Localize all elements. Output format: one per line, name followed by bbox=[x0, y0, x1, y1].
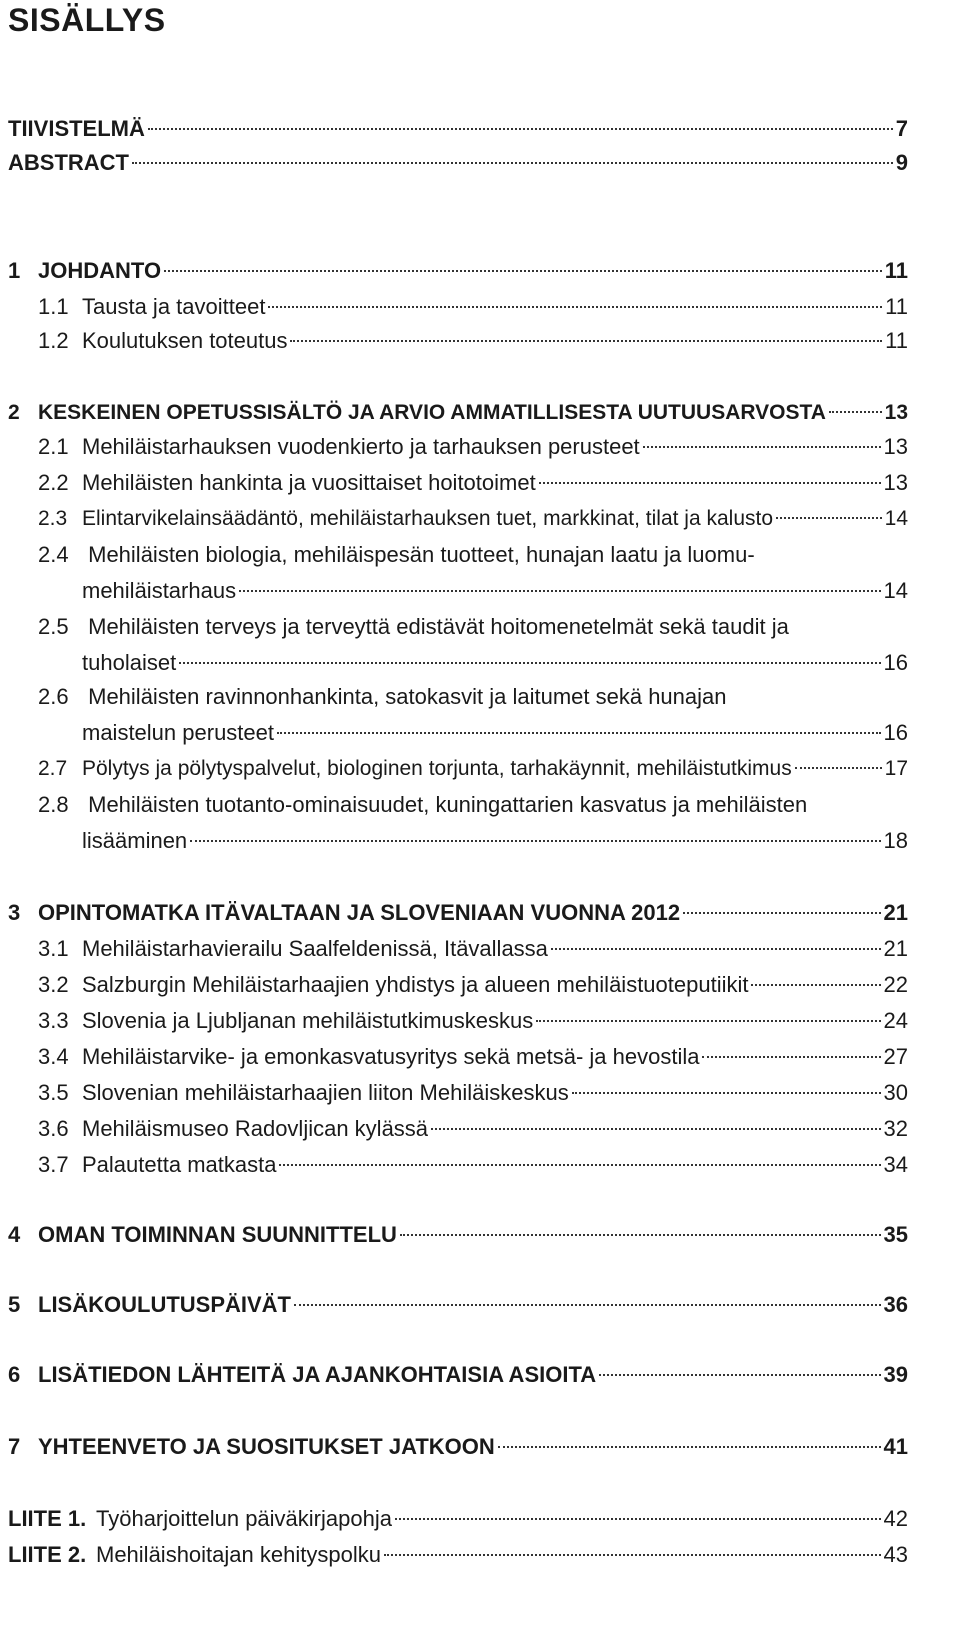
toc-entry-title: ABSTRACT bbox=[8, 150, 129, 175]
toc-section-2-4-line1[interactable] bbox=[38, 540, 755, 570]
page-title: SISÄLLYS bbox=[8, 2, 166, 38]
toc-page-number: 41 bbox=[883, 1434, 908, 1459]
toc-page-number: 22 bbox=[883, 972, 908, 997]
toc-entry-title-continued: lisääminen bbox=[82, 828, 188, 853]
toc-page-number: 39 bbox=[883, 1362, 908, 1387]
toc-chapter-6[interactable] bbox=[8, 1360, 908, 1390]
toc-page-number: 9 bbox=[895, 150, 908, 175]
dot-leader bbox=[268, 306, 882, 308]
toc-number: 1.2 bbox=[38, 328, 69, 353]
toc-number: 2.4 bbox=[38, 542, 69, 567]
dot-leader bbox=[164, 270, 882, 272]
toc-section-2-8[interactable] bbox=[82, 826, 908, 856]
toc-section-2-6[interactable] bbox=[82, 718, 908, 748]
toc-section-1-1[interactable] bbox=[38, 292, 908, 322]
toc-number: 3.5 bbox=[38, 1080, 69, 1105]
dot-leader bbox=[599, 1374, 880, 1376]
appendix-label: LIITE 2. bbox=[8, 1542, 87, 1567]
toc-section-2-1[interactable] bbox=[38, 432, 908, 462]
toc-number: 2.2 bbox=[38, 470, 69, 495]
toc-chapter-2[interactable] bbox=[8, 398, 908, 428]
toc-number: 6 bbox=[8, 1362, 21, 1387]
toc-entry-title: Slovenia ja Ljubljanan mehiläistutkimuskeskus bbox=[82, 1008, 534, 1033]
dot-leader bbox=[290, 340, 882, 342]
toc-entry-abstract[interactable] bbox=[8, 148, 908, 178]
toc-page-number: 14 bbox=[883, 578, 908, 603]
toc-page-number: 16 bbox=[883, 650, 908, 675]
dot-leader bbox=[277, 732, 881, 734]
dot-leader bbox=[751, 984, 880, 986]
dot-leader bbox=[643, 446, 881, 448]
toc-entry-title: Pölytys ja pölytyspalvelut, biologinen torjunta, tarhakäynnit, mehiläistutkimus bbox=[82, 757, 792, 780]
toc-section-2-5[interactable] bbox=[82, 648, 908, 678]
toc-entry-title: Mehiläismuseo Radovljican kylässä bbox=[82, 1116, 429, 1141]
dot-leader bbox=[179, 662, 880, 664]
toc-section-3-1[interactable] bbox=[38, 934, 908, 964]
toc-entry-title: Tausta ja tavoitteet bbox=[82, 294, 266, 319]
toc-entry-title: YHTEENVETO JA SUOSITUKSET JATKOON bbox=[38, 1434, 495, 1459]
toc-page-number: 36 bbox=[883, 1292, 908, 1317]
dot-leader bbox=[829, 411, 882, 413]
toc-page-number: 17 bbox=[884, 757, 908, 780]
toc-number: 3 bbox=[8, 900, 21, 925]
dot-leader bbox=[431, 1128, 880, 1130]
toc-entry-title: Mehiläisten biologia, mehiläispesän tuotteet, hunajan laatu ja luomu- bbox=[88, 542, 755, 567]
dot-leader bbox=[132, 162, 893, 164]
toc-chapter-5[interactable] bbox=[8, 1290, 908, 1320]
dot-leader bbox=[279, 1164, 880, 1166]
toc-number: 5 bbox=[8, 1292, 21, 1317]
toc-section-2-2[interactable] bbox=[38, 468, 908, 498]
toc-appendix-1[interactable] bbox=[8, 1504, 908, 1534]
toc-entry-title: LISÄTIEDON LÄHTEITÄ JA AJANKOHTAISIA ASIOITA bbox=[38, 1362, 597, 1387]
toc-entry-title: OMAN TOIMINNAN SUUNNITTELU bbox=[38, 1222, 397, 1247]
toc-page-number: 14 bbox=[884, 507, 908, 530]
toc-entry-title: Slovenian mehiläistarhaajien liiton Mehiläiskeskus bbox=[82, 1080, 569, 1105]
toc-page-number: 18 bbox=[883, 828, 908, 853]
toc-section-3-6[interactable] bbox=[38, 1114, 908, 1144]
dot-leader bbox=[536, 1020, 880, 1022]
toc-entry-title: Elintarvikelainsäädäntö, mehiläistarhauksen tuet, markkinat, tilat ja kalusto bbox=[82, 507, 774, 530]
toc-entry-title: Työharjoittelun päiväkirjapohja bbox=[96, 1506, 392, 1531]
toc-entry-title: Salzburgin Mehiläistarhaajien yhdistys ja alueen mehiläistuoteputiikit bbox=[82, 972, 749, 997]
toc-number: 3.6 bbox=[38, 1116, 69, 1141]
toc-page-number: 21 bbox=[883, 936, 908, 961]
toc-section-3-2[interactable] bbox=[38, 970, 908, 1000]
toc-page-number: 11 bbox=[885, 328, 908, 353]
toc-entry-title: Koulutuksen toteutus bbox=[82, 328, 288, 353]
toc-section-1-2[interactable] bbox=[38, 326, 908, 356]
toc-page-number: 42 bbox=[883, 1506, 908, 1531]
toc-section-2-8-line1[interactable] bbox=[38, 790, 807, 820]
toc-entry-title: Mehiläishoitajan kehityspolku bbox=[96, 1542, 381, 1567]
toc-page-number: 30 bbox=[883, 1080, 908, 1105]
toc-entry-title: Mehiläisten ravinnonhankinta, satokasvit ja laitumet sekä hunajan bbox=[88, 684, 727, 709]
toc-entry-title: LISÄKOULUTUSPÄIVÄT bbox=[38, 1292, 291, 1317]
toc-page-number: 11 bbox=[885, 294, 908, 319]
toc-entry-title: Mehiläisten hankinta ja vuosittaiset hoitotoimet bbox=[82, 470, 536, 495]
toc-entry-title: Mehiläisten terveys ja terveyttä edistävät hoitomenetelmät sekä taudit ja bbox=[88, 614, 789, 639]
toc-number: 2.5 bbox=[38, 614, 69, 639]
toc-page-number: 35 bbox=[883, 1222, 908, 1247]
toc-entry-title: Mehiläistarhauksen vuodenkierto ja tarhauksen perusteet bbox=[82, 434, 640, 459]
toc-number: 1 bbox=[8, 258, 21, 283]
toc-number: 2.3 bbox=[38, 507, 68, 530]
toc-section-2-7[interactable] bbox=[38, 754, 908, 784]
toc-section-2-3[interactable] bbox=[38, 504, 908, 534]
dot-leader bbox=[572, 1092, 881, 1094]
toc-page-number: 11 bbox=[884, 258, 908, 283]
dot-leader bbox=[776, 517, 882, 519]
toc-page-number: 13 bbox=[883, 470, 908, 495]
toc-appendix-2[interactable] bbox=[8, 1540, 908, 1570]
toc-page-number: 43 bbox=[883, 1542, 908, 1567]
toc-section-2-6-line1[interactable] bbox=[38, 682, 727, 712]
toc-page-number: 16 bbox=[883, 720, 908, 745]
dot-leader bbox=[498, 1446, 881, 1448]
toc-number: 2.7 bbox=[38, 757, 68, 780]
toc-number: 3.1 bbox=[38, 936, 69, 961]
appendix-label: LIITE 1. bbox=[8, 1506, 87, 1531]
toc-chapter-7[interactable] bbox=[8, 1432, 908, 1462]
toc-entry-title-continued: maistelun perusteet bbox=[82, 720, 274, 745]
toc-entry-title: Mehiläistarvike- ja emonkasvatusyritys sekä metsä- ja hevostila bbox=[82, 1044, 700, 1069]
toc-entry-title: Palautetta matkasta bbox=[82, 1152, 277, 1177]
dot-leader bbox=[551, 948, 881, 950]
toc-section-3-7[interactable] bbox=[38, 1150, 908, 1180]
toc-page-number: 27 bbox=[883, 1044, 908, 1069]
dot-leader bbox=[148, 128, 893, 130]
toc-number: 1.1 bbox=[38, 294, 69, 319]
dot-leader bbox=[190, 840, 880, 842]
dot-leader bbox=[400, 1234, 881, 1236]
toc-number: 3.2 bbox=[38, 972, 69, 997]
dot-leader bbox=[702, 1056, 880, 1058]
dot-leader bbox=[539, 482, 881, 484]
toc-number: 3.7 bbox=[38, 1152, 69, 1177]
toc-page-number: 21 bbox=[883, 900, 908, 925]
toc-entry-tiivistelma[interactable] bbox=[8, 114, 908, 144]
toc-number: 2.1 bbox=[38, 434, 69, 459]
toc-page-number: 32 bbox=[883, 1116, 908, 1141]
toc-entry-title: KESKEINEN OPETUSSISÄLTÖ JA ARVIO AMMATILLISESTA UUTUUSARVOSTA bbox=[38, 401, 826, 424]
toc-chapter-4[interactable] bbox=[8, 1220, 908, 1250]
toc-page-number: 7 bbox=[895, 116, 908, 141]
toc-entry-title: JOHDANTO bbox=[38, 258, 162, 283]
toc-number: 2 bbox=[8, 401, 20, 424]
dot-leader bbox=[239, 590, 880, 592]
toc-entry-title: TIIVISTELMÄ bbox=[8, 116, 145, 141]
toc-page-number: 24 bbox=[883, 1008, 908, 1033]
toc-section-2-4[interactable] bbox=[82, 576, 908, 606]
toc-number: 4 bbox=[8, 1222, 21, 1247]
toc-number: 7 bbox=[8, 1434, 21, 1459]
dot-leader bbox=[395, 1518, 881, 1520]
toc-entry-title: Mehiläisten tuotanto-ominaisuudet, kuningattarien kasvatus ja mehiläisten bbox=[88, 792, 808, 817]
toc-number: 2.6 bbox=[38, 684, 69, 709]
dot-leader bbox=[294, 1304, 881, 1306]
toc-section-2-5-line1[interactable] bbox=[38, 612, 789, 642]
toc-entry-title: OPINTOMATKA ITÄVALTAAN JA SLOVENIAAN VUONNA 2012 bbox=[38, 900, 681, 925]
toc-number: 3.4 bbox=[38, 1044, 69, 1069]
toc-number: 3.3 bbox=[38, 1008, 69, 1033]
toc-page-number: 13 bbox=[883, 434, 908, 459]
toc-entry-title-continued: mehiläistarhaus bbox=[82, 578, 237, 603]
toc-section-3-5[interactable] bbox=[38, 1078, 908, 1108]
toc-page-number: 34 bbox=[883, 1152, 908, 1177]
toc-entry-title-continued: tuholaiset bbox=[82, 650, 177, 675]
toc-chapter-1[interactable] bbox=[8, 256, 908, 286]
dot-leader bbox=[384, 1554, 881, 1556]
toc-section-3-3[interactable] bbox=[38, 1006, 908, 1036]
toc-entry-title: Mehiläistarhavierailu Saalfeldenissä, Itävallassa bbox=[82, 936, 548, 961]
toc-chapter-3[interactable] bbox=[8, 898, 908, 928]
toc-number: 2.8 bbox=[38, 792, 69, 817]
toc-section-3-4[interactable] bbox=[38, 1042, 908, 1072]
dot-leader bbox=[683, 912, 880, 914]
toc-page-number: 13 bbox=[884, 401, 908, 424]
dot-leader bbox=[795, 767, 882, 769]
